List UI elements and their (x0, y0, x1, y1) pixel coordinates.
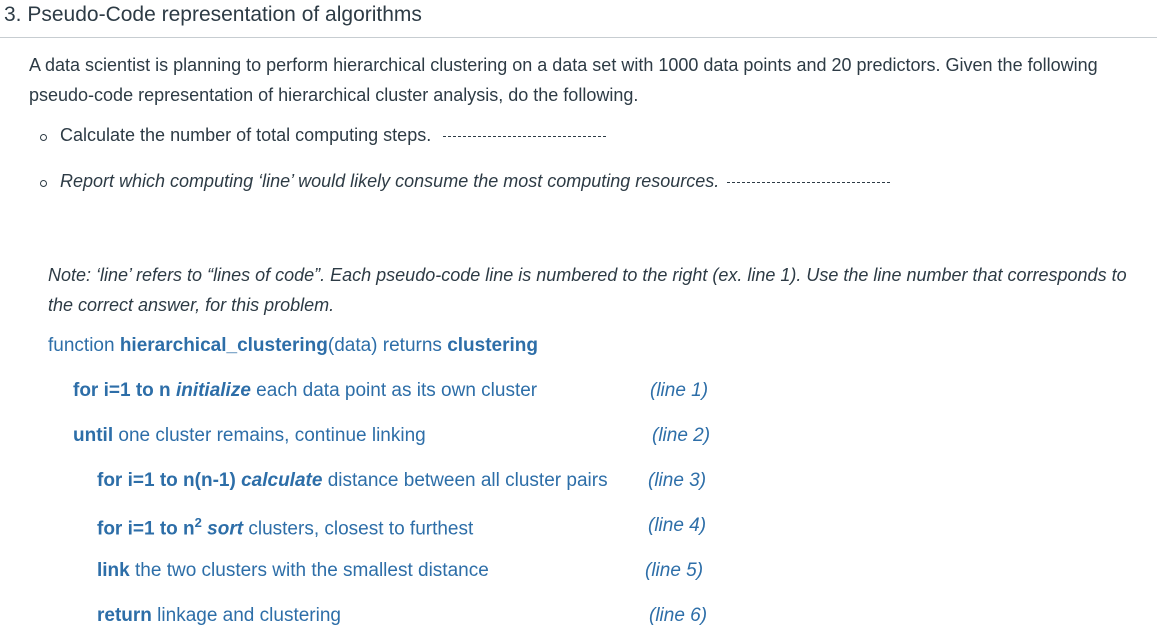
line-label-1: (line 1) (650, 380, 709, 401)
code-keyword: for i=1 to n (73, 380, 171, 401)
note: Note: ‘line’ refers to “lines of code”. Each pseudo-code line is numbered to the right (ex. line 1). Use the line number that corresponds to the correct answer, for this problem. (48, 265, 1127, 315)
code-line-2 (73, 425, 426, 447)
code-keyword: link (97, 560, 130, 581)
code-text: each data point as its own cluster (250, 380, 538, 401)
code-text: distance between all cluster pairs (322, 470, 608, 491)
code-action: sort (207, 518, 244, 540)
line-label-3: (line 3) (648, 470, 707, 491)
line-label-6: (line 6) (649, 605, 708, 626)
code-action: initialize (175, 380, 251, 401)
task-2 (60, 171, 890, 192)
code-exponent: 2 (194, 515, 202, 530)
answer-blank-2[interactable] (727, 181, 890, 183)
code-line-3 (97, 470, 608, 492)
task-1 (60, 125, 606, 146)
function-header (48, 335, 538, 357)
code-keyword: for i=1 to n (97, 518, 195, 540)
code-text: one cluster remains, continue linking (113, 425, 426, 446)
code-text: clusters, closest to furthest (243, 518, 474, 540)
code-line-4 (97, 515, 473, 540)
bullet-icon (40, 180, 47, 187)
answer-blank-1[interactable] (443, 135, 606, 137)
code-line-1 (73, 380, 537, 402)
bullet-icon (40, 134, 47, 141)
function-name: hierarchical_clustering (119, 335, 328, 356)
code-keyword: return (97, 605, 152, 626)
code-keyword: until (73, 425, 114, 446)
code-line-6 (97, 605, 341, 627)
line-label-5: (line 5) (645, 560, 704, 581)
code-line-5 (97, 560, 489, 582)
title-divider (0, 37, 1157, 38)
code-text: the two clusters with the smallest distance (129, 560, 489, 581)
function-return: clustering (447, 335, 539, 356)
task-2-text: Report which computing ‘line’ would likely consume the most computing resources. (60, 171, 720, 191)
question-title: 3. Pseudo-Code representation of algorithms (4, 3, 422, 26)
function-keyword: function (48, 335, 120, 356)
line-label-2: (line 2) (652, 425, 711, 446)
code-keyword: for i=1 to n(n-1) (97, 470, 236, 491)
task-1-text: Calculate the number of total computing steps. (60, 125, 432, 145)
question-intro: A data scientist is planning to perform hierarchical clustering on a data set with 1000 data points and 20 predictors. Given the following pseudo-code representation of hierarchical cluster analysis, do the following. (29, 55, 1098, 105)
code-action: calculate (241, 470, 323, 491)
line-label-4: (line 4) (648, 515, 707, 536)
code-text: linkage and clustering (151, 605, 341, 626)
function-signature: (data) returns (327, 335, 448, 356)
